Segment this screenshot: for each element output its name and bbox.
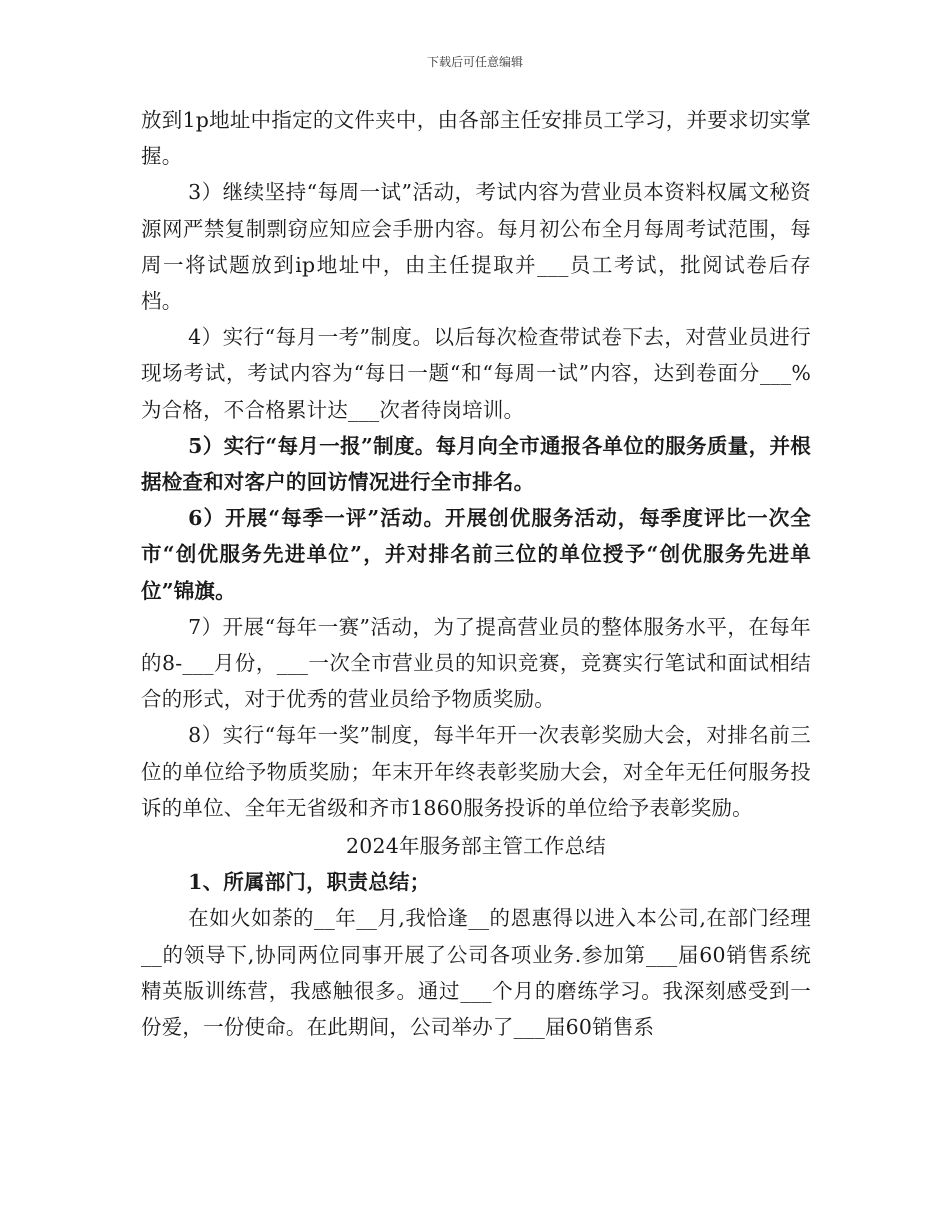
paragraph-continuation: 放到1p地址中指定的文件夹中，由各部主任安排员工学习，并要求切实掌握。	[141, 108, 811, 169]
document-body	[141, 102, 811, 1045]
section-heading: 1、所属部门，职责总结；	[188, 870, 431, 895]
paragraph-item-6: 6）开展“每季一评”活动。开展创优服务活动，每季度评比一次全市“创优服务先进单位”，并对排名前三位的单位授予“创优服务先进单位”锦旗。	[141, 506, 811, 603]
paragraph-item-3: 3）继续坚持“每周一试”活动，考试内容为营业员本资料权属文秘资源网严禁复制剽窃应知应会手册内容。每月初公布全月每周考试范围，每周一将试题放到ip地址中，由主任提取并___员工考试，批阅试卷后存档。	[141, 180, 811, 314]
paragraph-item-8: 8）实行“每年一奖”制度，每半年开一次表彰奖励大会，对排名前三位的单位给予物质奖励；年末开年终表彰奖励大会，对全年无任何服务投诉的单位、全年无省级和齐市1860服务投诉的单位给予表彰奖励。	[141, 723, 811, 820]
paragraph-summary: 在如火如荼的__年__月,我恰逢__的恩惠得以进入本公司,在部门经理__的领导下,协同两位同事开展了公司各项业务.参加第___届60销售系统精英版训练营，我感触很多。通过___个月的磨练学习。我深刻感受到一份爱，一份使命。在此期间，公司举办了___届60销售系	[141, 906, 811, 1040]
paragraph-item-5: 5）实行“每月一报”制度。每月向全市通报各单位的服务质量，并根据检查和对客户的回访情况进行全市排名。	[141, 433, 811, 495]
paragraph-item-7: 7）开展“每年一赛”活动，为了提高营业员的整体服务水平，在每年的8-___月份，___一次全市营业员的知识竞赛，竞赛实行笔试和面试相结合的形式，对于优秀的营业员给予物质奖励。	[141, 614, 811, 712]
section-title: 2024年服务部主管工作总结	[346, 834, 606, 859]
paragraph-item-4: 4）实行“每月一考”制度。以后每次检查带试卷下去，对营业员进行现场考试，考试内容为“每日一题“和“每周一试”内容，达到卷面分___%为合格，不合格累计达___次者待岗培训。	[141, 325, 811, 422]
page-header: 下载后可任意编辑	[426, 55, 523, 69]
